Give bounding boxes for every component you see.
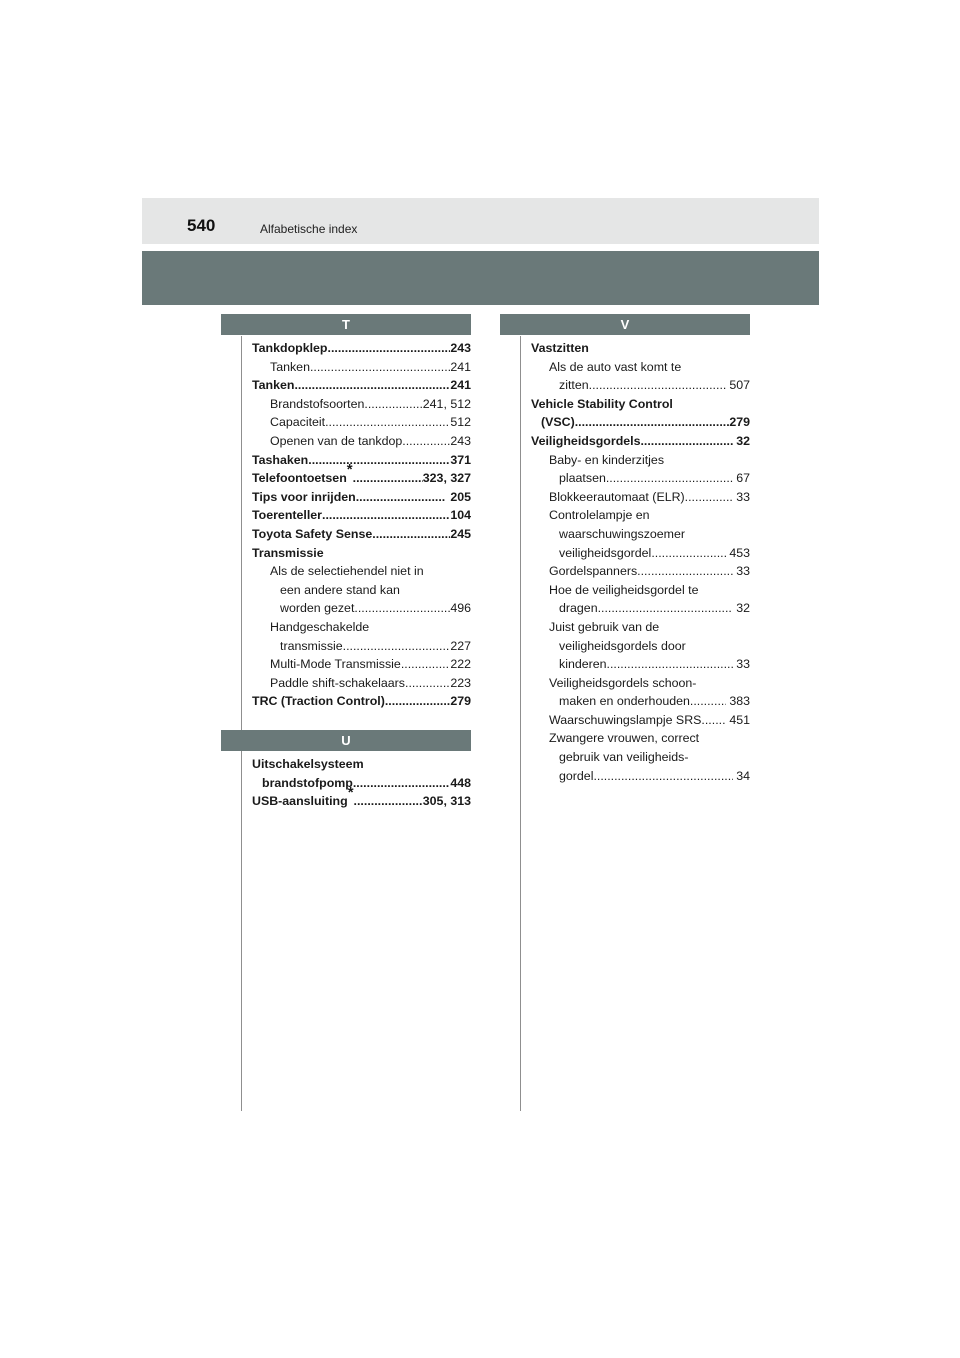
index-column-v [531,339,750,785]
index-subentry: Tanken ..... 241 [252,358,471,377]
index-subentry-line: veiligheidsgordels door [559,638,686,653]
index-subentry-line: gebruik van veiligheids- [559,750,689,765]
index-column-t [252,339,471,711]
index-subentry: Blokkeerautomaat (ELR) ..... 33 [531,488,750,507]
index-subentry: Multi-Mode Transmissie ..... 222 [252,655,471,674]
index-subentry: zitten ..... 507 [531,376,750,395]
section-title: Alfabetische index [260,222,358,236]
footnote-star: * [346,461,353,479]
index-subentry-line: Als de auto vast komt te [549,359,682,374]
index-entry-line: Vehicle Stability Control [531,396,673,411]
index-subentry: Waarschuwingslampje SRS ..... 451 [531,711,750,730]
index-subentry-line: een andere stand kan [280,582,400,597]
index-entry: USB-aansluiting* ..... 305, 313 [252,792,471,811]
index-subentry-line: waarschuwingszoemer [559,526,686,541]
index-entry: Toerenteller ..... 104 [252,506,471,525]
index-entry: Veiligheidsgordels ..... 32 [531,432,750,451]
column-rule-left [241,336,242,1111]
index-entry: (VSC) ..... 279 [531,413,750,432]
index-subentry: gordel ..... 34 [531,767,750,786]
index-subentry-line: Handgeschakelde [270,619,370,634]
index-entry: TRC (Traction Control) ..... 279 [252,692,471,711]
index-subentry-line: Juist gebruik van de [549,619,660,634]
index-entry: Tankdopklep ..... 243 [252,339,471,358]
index-subentry-line: Baby- en kinderzitjes [549,452,665,467]
index-entry: Toyota Safety Sense ..... 245 [252,525,471,544]
index-subentry: plaatsen ..... 67 [531,469,750,488]
index-subentry: Paddle shift-schakelaars ..... 223 [252,674,471,693]
index-subentry: Openen van de tankdop ..... 243 [252,432,471,451]
letter-heading-v: V [500,314,750,335]
letter-heading-u: U [221,730,471,751]
column-rule-right [520,336,521,1111]
index-subentry-line: Zwangere vrouwen, correct [549,731,700,746]
index-subentry: transmissie ..... 227 [252,637,471,656]
index-subentry: Capaciteit ..... 512 [252,413,471,432]
page-number: 540 [187,216,216,235]
index-entry: Tashaken ..... 371 [252,451,471,470]
index-entry: brandstofpomp ..... 448 [252,774,471,793]
index-entry: Transmissie [252,545,324,560]
index-subentry-line: Als de selectiehendel niet in [270,564,424,579]
index-entry: Telefoontoetsen* ..... 323, 327 [252,469,471,488]
index-subentry: dragen ..... 32 [531,599,750,618]
index-subentry-line: Hoe de veiligheidsgordel te [549,582,699,597]
index-entry: Tips voor inrijden ..... 205 [252,488,471,507]
index-column-u [252,755,471,811]
letter-heading-t: T [221,314,471,335]
index-subentry: Gordelspanners ..... 33 [531,562,750,581]
index-entry: Vastzitten [531,341,589,355]
index-subentry: worden gezet ..... 496 [252,599,471,618]
index-subentry-line: Controlelampje en [549,508,650,523]
footnote-star: * [347,784,354,802]
index-subentry-line: Veiligheidsgordels schoon- [549,675,697,690]
header-band [142,251,819,305]
index-entry: Tanken ..... 241 [252,376,471,395]
index-subentry: veiligheidsgordel ..... 453 [531,544,750,563]
index-subentry: Brandstofsoorten ..... 241, 512 [252,395,471,414]
index-subentry: maken en onderhouden ..... 383 [531,692,750,711]
index-entry-line: Uitschakelsysteem [252,757,364,771]
index-subentry: kinderen ..... 33 [531,655,750,674]
page-header [142,198,819,244]
